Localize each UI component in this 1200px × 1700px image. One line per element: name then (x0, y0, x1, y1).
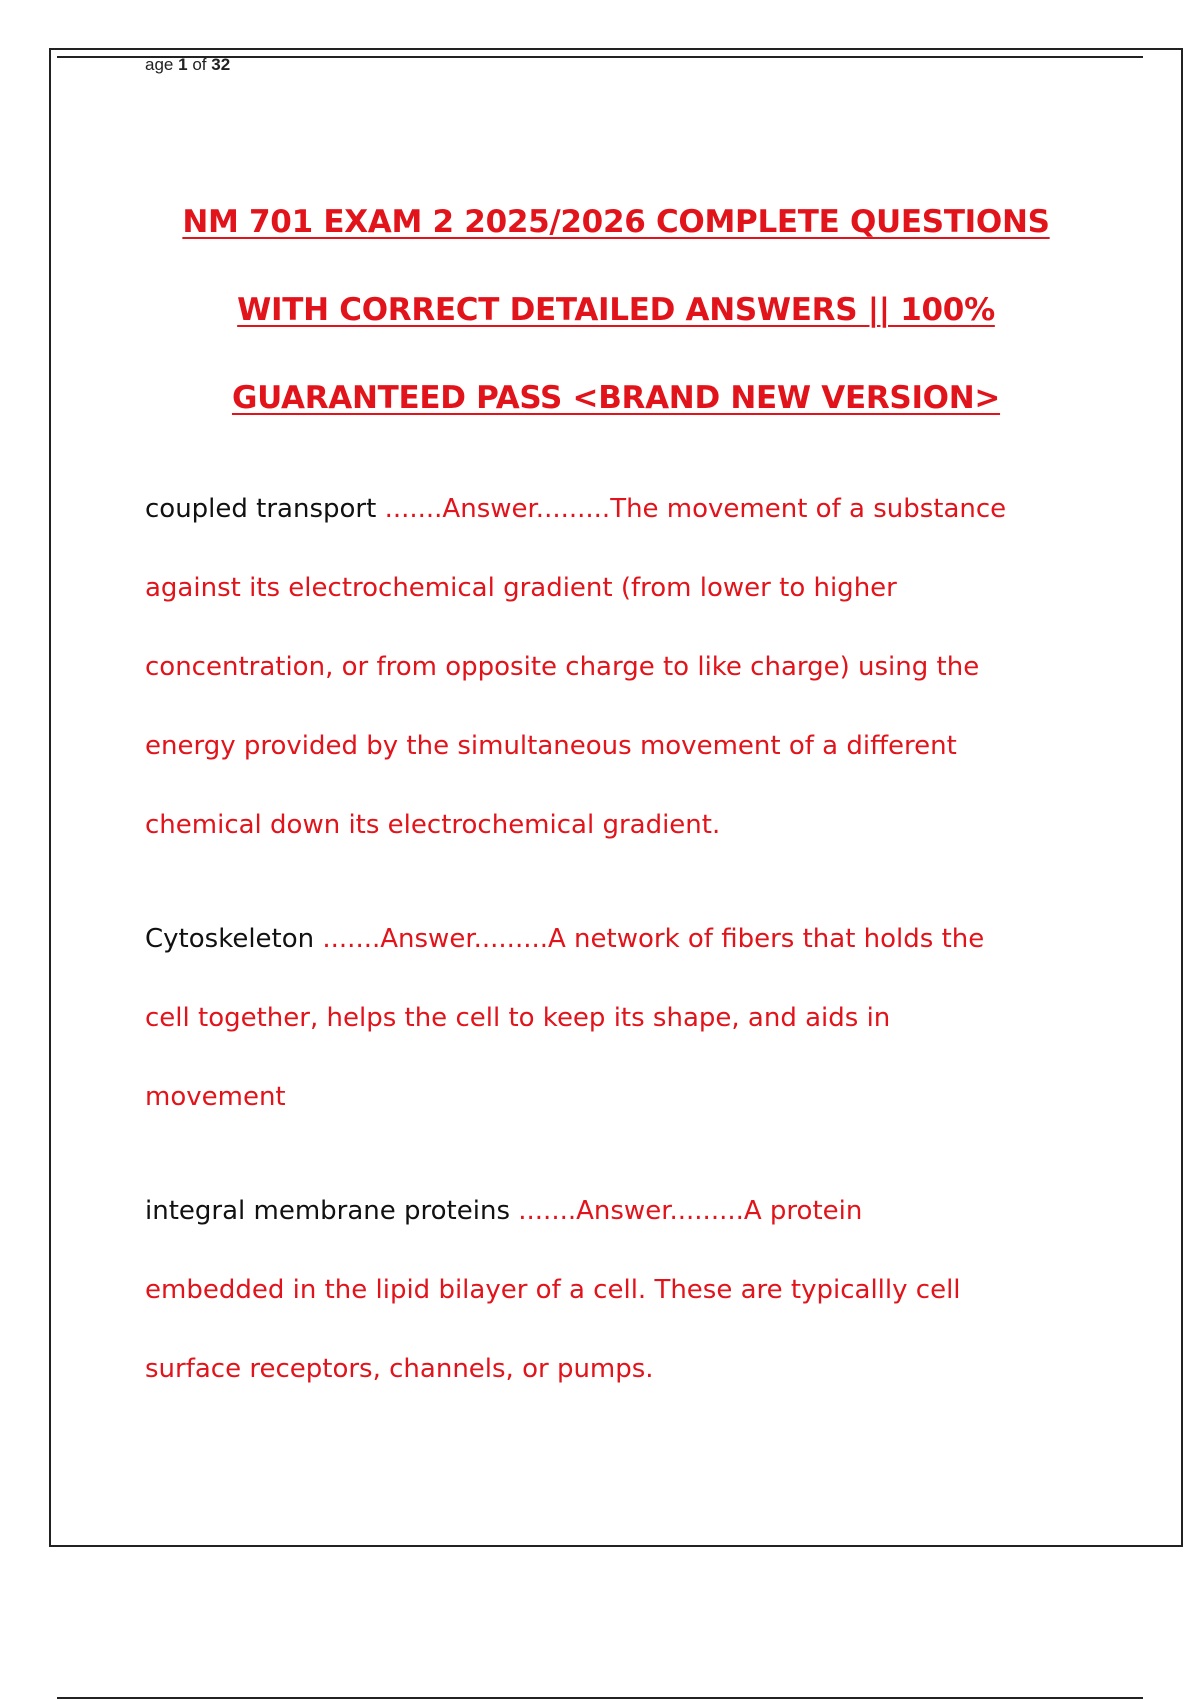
term: Cytoskeleton (145, 924, 315, 954)
qa-first-line (145, 900, 1095, 979)
answer-line: chemical down its electrochemical gradient. (145, 810, 721, 840)
page-current: 1 (178, 55, 188, 74)
qa-entry (145, 470, 1095, 865)
answer-separator: .......Answer......... (510, 1196, 744, 1226)
qa-content (145, 470, 1095, 1444)
page-label-prefix: age (145, 55, 174, 74)
page-counter (145, 55, 230, 75)
answer-separator: .......Answer......... (314, 924, 548, 954)
answer-text: A network of fibers that holds the (548, 924, 985, 954)
answer-line: surface receptors, channels, or pumps. (145, 1354, 654, 1384)
document-title (0, 178, 1200, 442)
answer-line: movement (145, 1082, 286, 1112)
term: coupled transport (145, 494, 377, 524)
qa-first-line (145, 470, 1095, 549)
title-line-1: NM 701 EXAM 2 2025/2026 COMPLETE QUESTIONS (182, 204, 1050, 240)
term: integral membrane proteins (145, 1196, 510, 1226)
title-line-3: GUARANTEED PASS <BRAND NEW VERSION> (231, 380, 1001, 416)
page-total: 32 (211, 55, 231, 74)
qa-first-line (145, 1172, 1095, 1251)
answer-separator: .......Answer......... (376, 494, 611, 524)
answer-text: The movement of a substance (610, 494, 1007, 524)
answer-line: energy provided by the simultaneous movement of a different (145, 731, 957, 761)
answer-line: embedded in the lipid bilayer of a cell. These are typicallly cell (145, 1275, 961, 1305)
answer-text: A protein (743, 1196, 863, 1226)
qa-entry (145, 1172, 1095, 1409)
qa-entry (145, 900, 1095, 1137)
footer-rule (57, 1697, 1143, 1699)
answer-line: cell together, helps the cell to keep its shape, and aids in (145, 1003, 891, 1033)
title-line-2: WITH CORRECT DETAILED ANSWERS || 100% (237, 292, 995, 328)
page-of: of (192, 55, 207, 74)
answer-line: against its electrochemical gradient (from lower to higher (145, 573, 897, 603)
answer-line: concentration, or from opposite charge to like charge) using the (145, 652, 980, 682)
